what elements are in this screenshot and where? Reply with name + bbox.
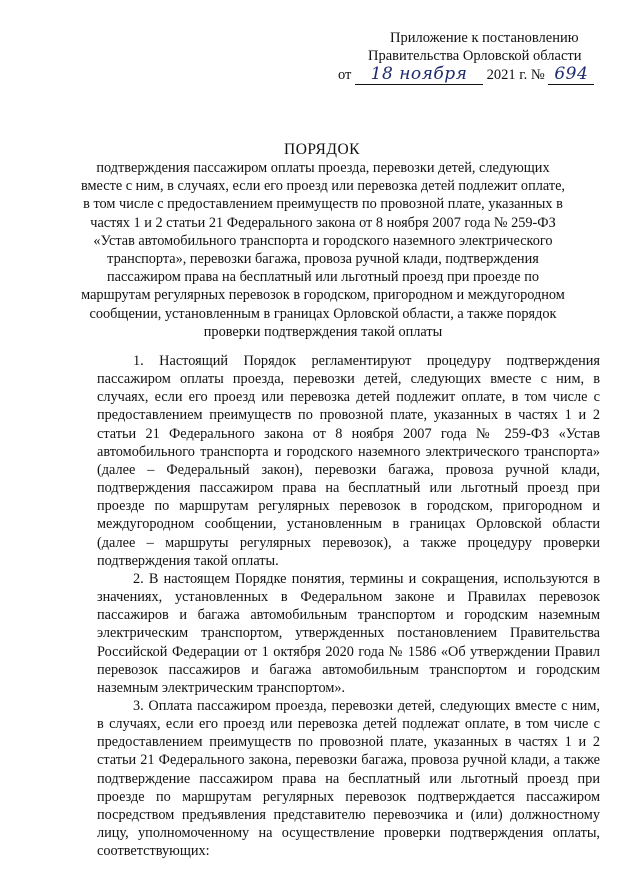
annex-line-2: Правительства Орловской области <box>368 48 582 64</box>
document-body <box>97 352 600 860</box>
handwritten-date <box>355 65 483 85</box>
paragraph-3: 3. Оплата пассажиром проезда, перевозки детей, следующих вместе с ним, в случаях, если его проезд или перевозка детей подлежат оплате, в том числе с предоставлением преимуществ по провозной плате, указанных в частях 1 и 2 статьи 21 Федерального закона, перевозки багажа, провоза ручной клади, а также подтверждение пассажиром права на бесплатный или льготный проезд при проезде по маршрутам регулярных перевозок подтверждается пассажиром посредством предъявления представителю перевозчика и (или) должностному лицу, уполномоченному на осуществление проверки подтверждения оплаты, соответствующих: <box>97 697 600 860</box>
handwritten-date-text: 18 ноября <box>370 64 468 84</box>
year-number-label: 2021 г. № <box>486 67 545 83</box>
handwritten-number <box>548 65 594 85</box>
annex-block <box>338 29 628 85</box>
paragraph-1: 1. Настоящий Порядок регламентируют процедуру подтверждения пассажиром оплаты проезда, перевозки детей, следующих вместе с ним, в случаях, если его проезд или перевозка детей подлежит оплате, в том числе с предоставлением преимуществ по провозной плате, указанных в частях 1 и 2 статьи 21 Федерального закона от 8 ноября 2007 года № 259-ФЗ «Устав автомобильного транспорта и городского наземного электрического транспорта» (далее – Федеральный закон), перевозки багажа, провоза ручной клади, подтверждения пассажиром права на бесплатный или льготный проезд при проезде по маршрутам регулярных перевозок в городском, пригородном и междугородном сообщении, установленным в границах Орловской области (далее – маршруты регулярных перевозок), а также процедуру проверки подтверждения такой оплаты. <box>97 353 600 569</box>
annex-date-line <box>338 65 628 85</box>
date-prefix: от <box>338 67 352 83</box>
document-subtitle: подтверждения пассажиром оплаты проезда, перевозки детей, следующих вместе с ним, в случаях, если его проезд или перевозка детей подлежит оплате, в том числе с предоставлением преимуществ по провозной плате, указанных в частях 1 и 2 статьи 21 Федерального закона от 8 ноября 2007 года № 259-ФЗ «Устав автомобильного транспорта и городского наземного электрического транспорта», перевозки багажа, провоза ручной клади, подтверждения пассажиром права на бесплатный или льготный проезд при проезде по маршрутам регулярных перевозок в городском, пригородном и междугородном сообщении, установленным в границах Орловской области, а также порядок проверки подтверждения такой оплаты <box>80 160 566 340</box>
annex-line-1: Приложение к постановлению <box>390 30 579 46</box>
document-title: ПОРЯДОК <box>284 141 360 158</box>
paragraph-2: 2. В настоящем Порядке понятия, термины и сокращения, используются в значениях, установленных в Федеральном законе и Правилах перевозок пассажиров и багажа автомобильным транспортом и городским наземным электрическим транспортом, утвержденных постановлением Правительства Российской Федерации от 1 октября 2020 года № 1586 «Об утверждении Правил перевозок пассажиров и багажа автомобильным транспортом и городским наземным электрическим транспортом». <box>97 570 600 696</box>
handwritten-number-text: 694 <box>554 64 589 84</box>
